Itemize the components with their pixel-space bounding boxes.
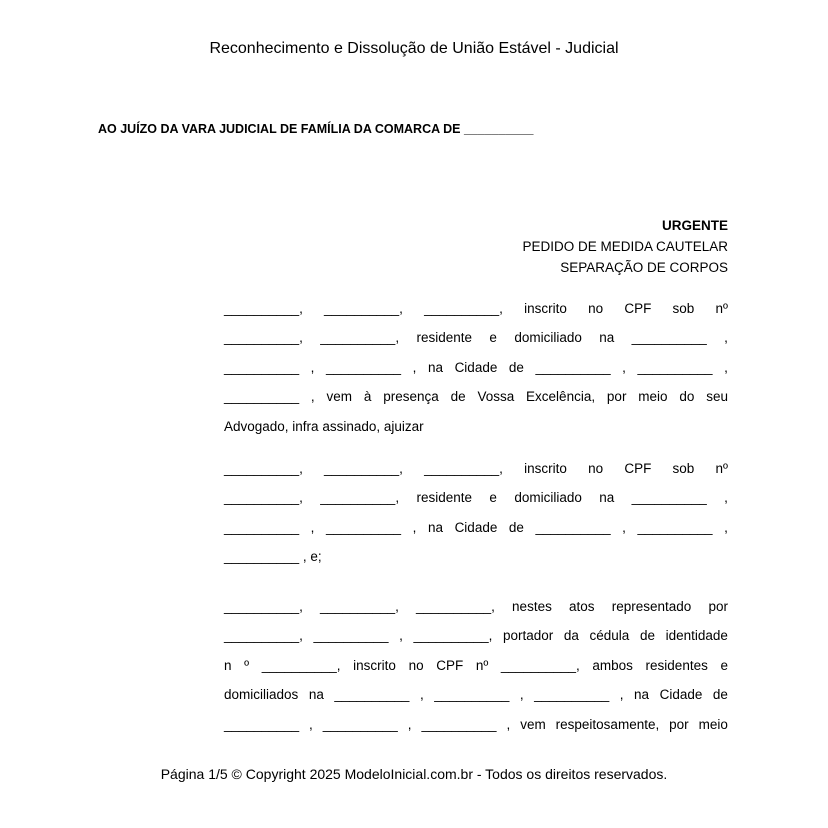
separation-request: SEPARAÇÃO DE CORPOS <box>560 260 728 275</box>
paragraph-line <box>224 294 728 323</box>
line-word: seu <box>706 389 728 405</box>
line-word: no <box>588 301 604 316</box>
paragraph-line <box>224 542 728 571</box>
paragraph-line <box>224 621 728 650</box>
line-word: Excelência, <box>526 389 596 405</box>
line-word: da <box>563 628 579 644</box>
line-word: Cidade <box>454 519 498 535</box>
paragraph-line <box>224 592 728 621</box>
paragraph-line <box>224 710 728 739</box>
line-word: __________ <box>224 716 300 732</box>
line-word: __________ <box>224 389 300 405</box>
line-word: __________ <box>224 359 300 375</box>
line-word: domiciliado <box>514 490 582 506</box>
paragraph-line <box>224 651 728 680</box>
line-word: __________ <box>631 490 707 506</box>
line-word: __________ <box>334 687 410 703</box>
line-word: , <box>519 687 524 703</box>
line-word: __________ <box>637 519 713 535</box>
line-word: meio <box>698 716 728 732</box>
line-word: __________ <box>325 519 402 535</box>
line-word: , <box>310 519 315 535</box>
line-word: Vossa <box>477 389 515 405</box>
line-word: , <box>407 716 412 732</box>
line-word: identidade <box>665 628 728 644</box>
line-word: à <box>363 389 372 405</box>
paragraph-line <box>224 483 728 512</box>
line-word: inscrito <box>524 461 567 476</box>
line-word: de <box>450 389 466 405</box>
paragraph-line <box>224 412 728 441</box>
line-word: n <box>224 657 232 673</box>
line-word: __________ <box>535 519 611 535</box>
line-word: vem <box>326 389 353 405</box>
line-word: __________ <box>534 687 610 703</box>
line-word: domiciliado <box>514 330 582 346</box>
line-word: __________, <box>416 599 495 614</box>
line-word: cédula <box>589 628 630 644</box>
line-word: presença <box>383 389 439 405</box>
line-word: __________ <box>637 359 713 375</box>
line-word: , <box>724 330 728 346</box>
line-word: vem <box>520 716 546 732</box>
line-word: na <box>308 687 324 703</box>
line-word: , <box>724 519 728 535</box>
line-word: , <box>724 490 728 506</box>
line-word: domiciliados <box>224 687 299 703</box>
urgent-label: URGENTE <box>661 218 728 233</box>
line-word: sob <box>672 461 695 476</box>
cautelar-request: PEDIDO DE MEDIDA CAUTELAR <box>522 239 728 254</box>
line-word: de <box>639 628 655 644</box>
line-word: , <box>724 359 728 375</box>
line-word: por <box>708 599 728 614</box>
line-word: __________, <box>424 461 503 476</box>
line-word: representado <box>611 599 692 614</box>
line-word: __________, <box>424 301 503 316</box>
urgent-block <box>522 215 728 278</box>
line-word: atos <box>569 599 595 614</box>
line-word: residentes <box>645 657 708 673</box>
line-word: respeitosamente, <box>555 716 660 732</box>
line-word: __________, <box>413 628 493 644</box>
line-word: __________, <box>261 657 341 673</box>
addressee-line: AO JUÍZO DA VARA JUDICIAL DE FAMÍLIA DA COMARCA DE __________ <box>98 122 534 136</box>
line-word: residente <box>416 490 473 506</box>
line-word: inscrito <box>524 301 567 316</box>
line-word: __________, <box>320 490 400 506</box>
line-word: __________ <box>434 687 510 703</box>
line-word: __________, <box>224 461 303 476</box>
line-word: CPF <box>624 301 652 316</box>
line-word: º <box>244 657 250 673</box>
line-word: , <box>412 359 417 375</box>
line-word: CPF <box>624 461 652 476</box>
line-word: do <box>679 389 695 405</box>
line-word: CPF <box>436 657 464 673</box>
line-word: nestes <box>512 599 552 614</box>
line-word: __________, <box>224 301 303 316</box>
line-word: __________ <box>631 330 707 346</box>
line-word: no <box>408 657 424 673</box>
line-word: por <box>669 716 689 732</box>
line-word: e <box>489 330 497 346</box>
line-word: de <box>508 519 524 535</box>
line-word: na <box>634 687 650 703</box>
line-word: na <box>599 490 615 506</box>
line-word: __________, <box>224 599 303 614</box>
line-word: __________ <box>313 628 389 644</box>
line-word: nº <box>475 657 489 673</box>
line-word: e <box>720 657 728 673</box>
line-word: na <box>599 330 615 346</box>
line-word: , <box>310 389 315 405</box>
line-word: __________, <box>320 599 399 614</box>
line-word: inscrito <box>353 657 396 673</box>
line-word: __________ <box>535 359 611 375</box>
line-word: Cidade <box>659 687 703 703</box>
line-word: por <box>606 389 627 405</box>
line-word: portador <box>502 628 554 644</box>
line-word: __________ <box>322 716 398 732</box>
line-word: residente <box>416 330 473 346</box>
paragraph-second-party <box>224 454 728 572</box>
paragraph-representation <box>224 592 728 739</box>
line-word: __________ <box>421 716 497 732</box>
paragraph-first-party <box>224 294 728 441</box>
line-word: , <box>622 359 626 375</box>
line-word: , <box>622 519 626 535</box>
line-word: nº <box>715 461 728 476</box>
line-word: __________, <box>224 490 303 506</box>
line-word: __________ <box>224 519 300 535</box>
line-word: , <box>309 716 313 732</box>
line-word: no <box>588 461 604 476</box>
line-word: __________ , e; <box>224 549 322 565</box>
paragraph-line <box>224 680 728 709</box>
line-word: , <box>506 716 511 732</box>
line-word: Advogado, infra assinado, ajuizar <box>224 418 424 434</box>
line-word: __________, <box>324 461 403 476</box>
line-word: , <box>310 359 315 375</box>
line-word: __________, <box>320 330 400 346</box>
line-word: , <box>419 687 424 703</box>
line-word: e <box>489 490 497 506</box>
line-word: , <box>619 687 624 703</box>
line-word: nº <box>715 301 728 316</box>
line-word: __________, <box>324 301 403 316</box>
page-footer: Página 1/5 © Copyright 2025 ModeloInicial.com.br - Todos os direitos reservados. <box>160 766 668 782</box>
line-word: , <box>399 628 403 644</box>
line-word: Cidade <box>454 359 498 375</box>
document-title: Reconhecimento e Dissolução de União Estável - Judicial <box>209 40 619 57</box>
line-word: meio <box>638 389 668 405</box>
line-word: de <box>712 687 728 703</box>
line-word: __________, <box>500 657 580 673</box>
paragraph-line <box>224 382 728 411</box>
line-word: __________, <box>224 628 303 644</box>
line-word: __________, <box>224 330 303 346</box>
paragraph-line <box>224 513 728 542</box>
line-word: na <box>427 519 443 535</box>
line-word: de <box>508 359 524 375</box>
line-word: , <box>412 519 417 535</box>
line-word: ambos <box>592 657 633 673</box>
paragraph-line <box>224 454 728 483</box>
line-word: na <box>427 359 443 375</box>
paragraph-line <box>224 353 728 382</box>
line-word: sob <box>672 301 695 316</box>
line-word: __________ <box>325 359 402 375</box>
paragraph-line <box>224 323 728 352</box>
